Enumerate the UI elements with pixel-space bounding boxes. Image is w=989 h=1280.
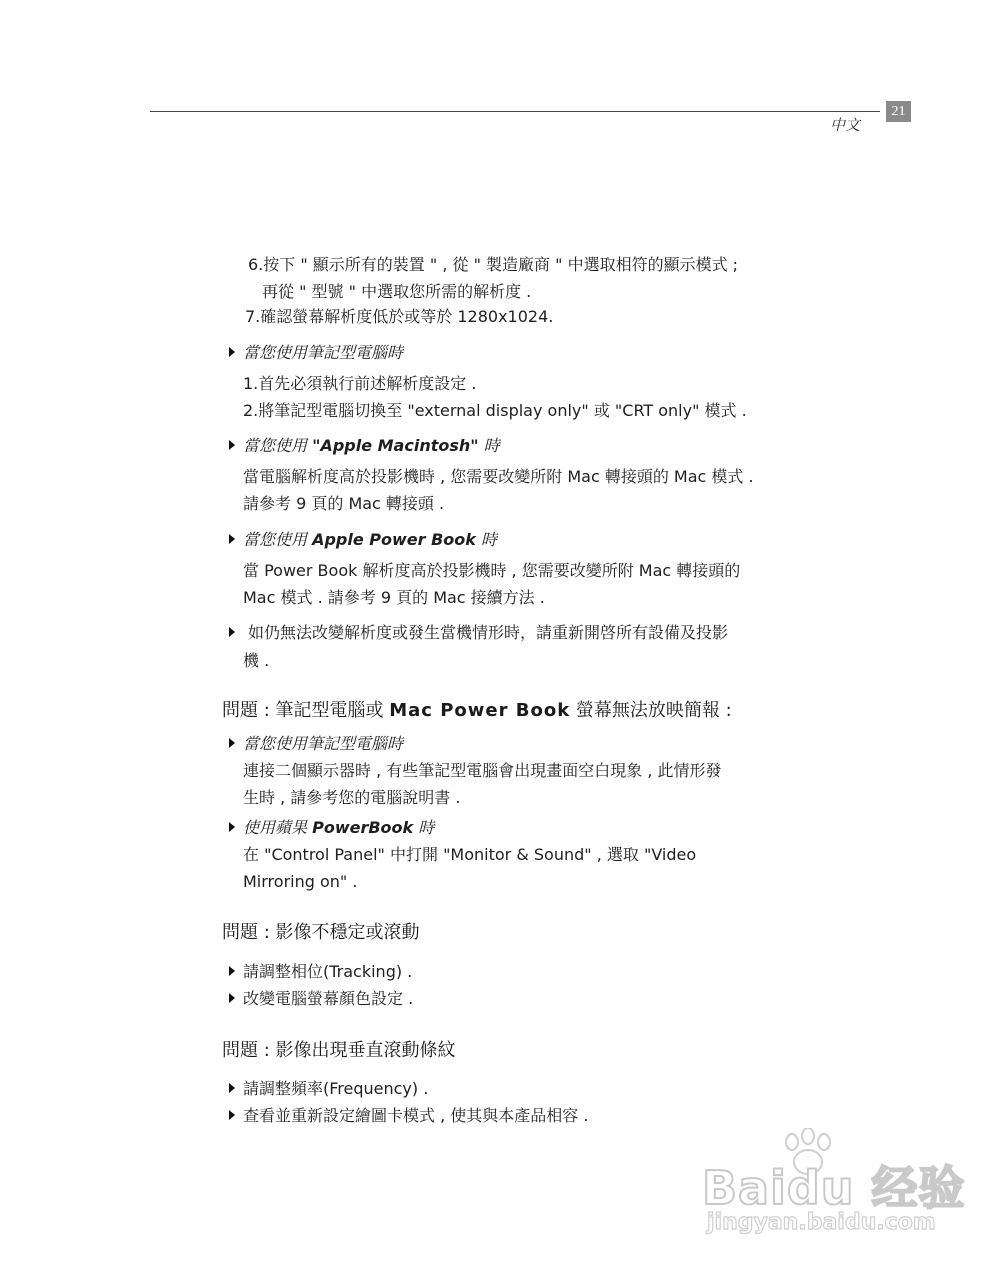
bullet-icon [229,440,235,450]
bullet-icon [229,822,235,832]
problem-2-item-2: 改變電腦螢幕顏色設定 . [243,989,414,1008]
problem-1-notebook-line-1: 連接二個顯示器時 , 有些筆記型電腦會出現畫面空白現象 , 此情形發 [243,761,722,780]
header-rule [150,111,880,112]
problem-3-item-1: 請調整頻率(Frequency) . [243,1079,429,1098]
macintosh-line-1: 當電腦解析度高於投影機時 , 您需要改變所附 Mac 轉接頭的 Mac 模式 . [243,467,754,486]
watermark-logo: Baidu 经验 [702,1161,966,1215]
page-number: 21 [886,101,911,122]
notebook-subheading: 當您使用筆記型電腦時 [243,343,404,362]
problem-1-powerbook-line-1: 在 "Control Panel" 中打開 "Monitor & Sound" , 選取 "Video [243,845,697,864]
problem-1-heading: 問題 : 筆記型電腦或 Mac Power Book 螢幕無法放映簡報 : [222,700,732,721]
notebook-step-1: 1.首先必須執行前述解析度設定 . [243,374,477,393]
step-7: 7.確認螢幕解析度低於或等於 1280x1024. [245,307,554,326]
step-6-line-1: 6.按下 " 顯示所有的裝置 " , 從 " 製造廠商 " 中選取相符的顯示模式 ; [248,255,739,274]
bullet-icon [229,534,235,544]
header-language-label: 中文 [830,116,861,134]
problem-3-item-2: 查看並重新設定繪圖卡模式 , 使其與本產品相容 . [243,1106,589,1125]
powerbook-line-2: Mac 模式 . 請參考 9 頁的 Mac 接續方法 . [243,588,545,607]
powerbook-line-1: 當 Power Book 解析度高於投影機時 , 您需要改變所附 Mac 轉接頭的 [243,561,741,580]
bullet-icon [229,347,235,357]
macintosh-line-2: 請參考 9 頁的 Mac 轉接頭 . [243,494,445,513]
bullet-icon [229,1083,235,1093]
restart-line-2: 機 . [243,651,270,670]
problem-2-heading: 問題 : 影像不穩定或滾動 [222,922,420,943]
problem-2-item-1: 請調整相位(Tracking) . [243,962,413,981]
problem-3-heading: 問題 : 影像出現垂直滾動條紋 [222,1040,456,1061]
macintosh-subheading: 當您使用 "Apple Macintosh" 時 [243,436,500,455]
problem-1-notebook-line-2: 生時 , 請參考您的電腦說明書 . [243,788,461,807]
bullet-icon [229,627,235,637]
watermark-url: jingyan.baidu.com [707,1210,936,1235]
bullet-icon [229,966,235,976]
bullet-icon [229,1110,235,1120]
problem-1-notebook-subheading: 當您使用筆記型電腦時 [243,734,404,753]
bullet-icon [229,993,235,1003]
notebook-step-2: 2.將筆記型電腦切換至 "external display only" 或 "CRT only" 模式 . [243,401,747,420]
bullet-icon [229,738,235,748]
problem-1-powerbook-line-2: Mirroring on" . [243,872,358,891]
restart-line-1: 如仍無法改變解析度或發生當機情形時，請重新開啓所有設備及投影 [248,623,729,642]
problem-1-powerbook-subheading: 使用蘋果 PowerBook 時 [243,818,435,837]
powerbook-subheading: 當您使用 Apple Power Book 時 [243,530,498,549]
step-6-line-2: 再從 " 型號 " 中選取您所需的解析度 . [262,282,532,301]
